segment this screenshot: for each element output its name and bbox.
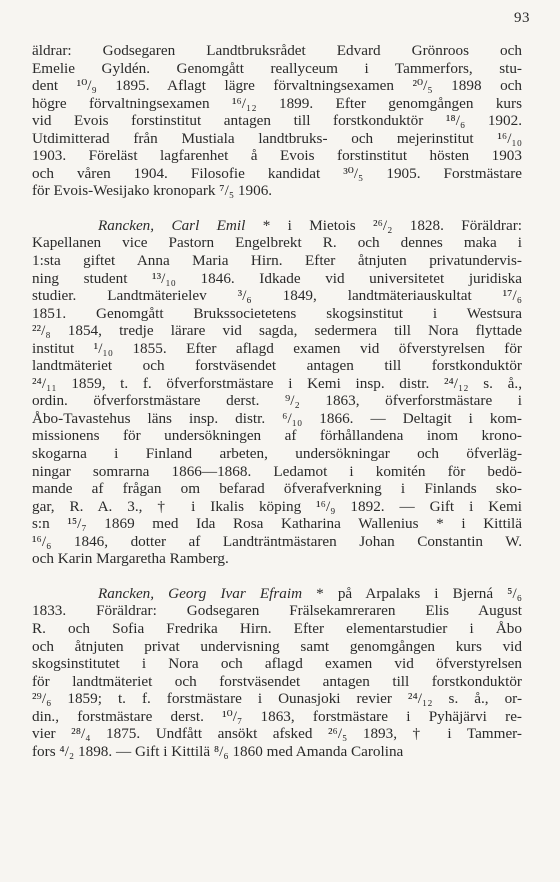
text-line xyxy=(32,638,522,656)
text-line xyxy=(32,270,522,288)
text-line xyxy=(32,515,522,533)
line-text: 1:sta giftet Anna Maria Hirn. Efter åtnjuten privatundervis- xyxy=(32,252,522,270)
text-line xyxy=(32,305,522,323)
line-text: dent ¹⁰/₉ 1895. Aflagt lägre förvaltningsexamen ²⁰/₅ 1898 och xyxy=(32,77,522,95)
text-line xyxy=(32,427,522,445)
line-text: institut ¹/₁₀ 1855. Efter aflagd examen vid öfverstyrelsen för xyxy=(32,339,522,357)
line-text: fors ⁴/₂ 1898. — Gift i Kittilä ⁸/₆ 1860 med Amanda Carolina xyxy=(32,742,404,760)
text-line xyxy=(32,690,522,708)
line-text: skogsinstitutet i Nora och aflagd examen vid öfverstyrelsen xyxy=(32,655,522,673)
text-line xyxy=(32,550,522,568)
line-text: din., forstmästare derst. ¹⁰/₇ 1863, forstmästare i Pyhäjärvi re- xyxy=(32,707,522,725)
text-line xyxy=(32,182,522,200)
line-text: Utdimitterad från Mustiala landtbruks- och mejerinstitut ¹⁶/₁₀ xyxy=(32,129,522,147)
line-text: och åtnjuten privat undervisning samt genomgången kurs vid xyxy=(32,637,522,655)
text-line xyxy=(32,165,522,183)
line-text: gar, R. A. 3., † i Ikalis köping ¹⁶/₉ 1892. — Gift i Kemi xyxy=(32,497,522,515)
text-line xyxy=(32,340,522,358)
line-text: s:n ¹⁵/₇ 1869 med Ida Rosa Katharina Wallenius * i Kittilä xyxy=(32,515,522,533)
line-text: ²⁹/₆ 1859; t. f. forstmästare i Ounasjoki revier ²⁴/₁₂ s. å., or- xyxy=(32,690,522,708)
person-name: Rancken, Georg Ivar Efraim xyxy=(98,584,303,602)
line-text: ningar somrarna 1866—1868. Ledamot i komitén för bedö- xyxy=(32,462,522,480)
text-line xyxy=(32,42,522,60)
line-text: 1903. Föreläst lagfarenhet å Evois forstinstitut hösten 1903 xyxy=(32,147,522,165)
text-line xyxy=(32,410,522,428)
text-line xyxy=(32,357,522,375)
line-text: 1833. Föräldrar: Godsegaren Frälsekamreraren Elis August xyxy=(32,602,522,620)
line-text: 1851. Genomgått Brukssocietetens skogsinstitut i Westsura xyxy=(32,304,522,322)
paragraph xyxy=(32,217,522,568)
line-text: vier ²⁸/₄ 1875. Undfått ansökt afsked ²⁶/₅ 1893, † i Tammer- xyxy=(32,725,522,743)
line-text: för Evois-Wesijako kronopark ⁷/₅ 1906. xyxy=(32,182,273,200)
text-line xyxy=(32,533,522,551)
line-text: Åbo-Tavastehus läns insp. distr. ⁶/₁₀ 1866. — Deltagit i kom- xyxy=(32,409,522,427)
text-line xyxy=(32,322,522,340)
text-line xyxy=(32,375,522,393)
text-line xyxy=(32,234,522,252)
text-line xyxy=(32,673,522,691)
text-line xyxy=(32,480,522,498)
text-line xyxy=(32,112,522,130)
text-line xyxy=(32,287,522,305)
text-line xyxy=(32,743,522,761)
line-text: skogarna i Finland arbeten, undersökningar och öfverläg- xyxy=(32,445,522,463)
text-line xyxy=(32,95,522,113)
line-text: och Karin Margaretha Ramberg. xyxy=(32,550,229,568)
line-text: studier. Landtmäterielev ³/₆ 1849, landtmäteriauskultat ¹⁷/₆ xyxy=(32,287,522,305)
line-text: * i Mietois ²⁶/₂ 1828. Föräldrar: xyxy=(245,216,522,234)
text-line xyxy=(32,602,522,620)
paragraph-gap xyxy=(32,200,522,217)
line-text: ²²/₈ 1854, tredje lärare vid sagda, sedermera till Nora flyttade xyxy=(32,322,522,340)
line-text: ordin. öfverforstmästare derst. ⁹/₂ 1863, öfverforstmästare i xyxy=(32,392,522,410)
line-text: missionens för undersökningen af förhållandena inom krono- xyxy=(32,427,522,445)
text-line xyxy=(32,77,522,95)
line-text: * på Arpalaks i Bjerná ⁵/₆ xyxy=(302,584,522,602)
line-text: ¹⁶/₆ 1846, dotter af Landträntmästaren Johan Constantin W. xyxy=(32,532,522,550)
text-line xyxy=(32,445,522,463)
line-text: äldrar: Godsegaren Landtbruksrådet Edvard Grönroos och xyxy=(32,42,522,59)
line-text: högre förvaltningsexamen ¹⁶/₁₂ 1899. Efter genomgången kurs xyxy=(32,94,522,112)
text-line xyxy=(32,60,522,78)
line-text: för landtmäteriet och forstväsendet antagen till forstkonduktör xyxy=(32,672,522,690)
text-line xyxy=(32,620,522,638)
line-text: och våren 1904. Filosofie kandidat ³⁰/₅ 1905. Forstmästare xyxy=(32,164,522,182)
person-name: Rancken, Carl Emil xyxy=(98,216,246,234)
text-line xyxy=(32,655,522,673)
text-line xyxy=(32,130,522,148)
line-text: R. och Sofia Fredrika Hirn. Efter elementarstudier i Åbo xyxy=(32,619,522,637)
paragraph xyxy=(32,585,522,760)
text-line xyxy=(32,498,522,516)
line-text: Kapellanen vice Pastorn Engelbrekt R. och dennes maka i xyxy=(32,234,522,252)
text-line xyxy=(32,147,522,165)
paragraph-gap xyxy=(32,568,522,585)
line-text: landtmäteriet och forstväsendet antagen till forstkonduktör xyxy=(32,357,522,375)
text-line xyxy=(32,463,522,481)
line-text: mande af frågan om befarad öfverafverkning i Finlands sko- xyxy=(32,480,522,498)
line-text: ²⁴/₁₁ 1859, t. f. öfverforstmästare i Kemi insp. distr. ²⁴/₁₂ s. å., xyxy=(32,374,522,392)
line-text: Emelie Gyldén. Genomgått reallyceum i Tammerfors, stu- xyxy=(32,59,522,77)
text-line xyxy=(32,585,522,603)
text-line xyxy=(32,725,522,743)
paragraph xyxy=(32,42,522,200)
text-line xyxy=(32,392,522,410)
line-text: ning student ¹³/₁₀ 1846. Idkade vid universitetet juridiska xyxy=(32,269,522,287)
text-line xyxy=(32,217,522,235)
line-text: vid Evois forstinstitut antagen till forstkonduktör ¹⁸/₆ 1902. xyxy=(32,112,522,130)
body-text xyxy=(32,42,522,760)
text-line xyxy=(32,252,522,270)
text-line xyxy=(32,708,522,726)
page-number: 93 xyxy=(514,10,530,26)
